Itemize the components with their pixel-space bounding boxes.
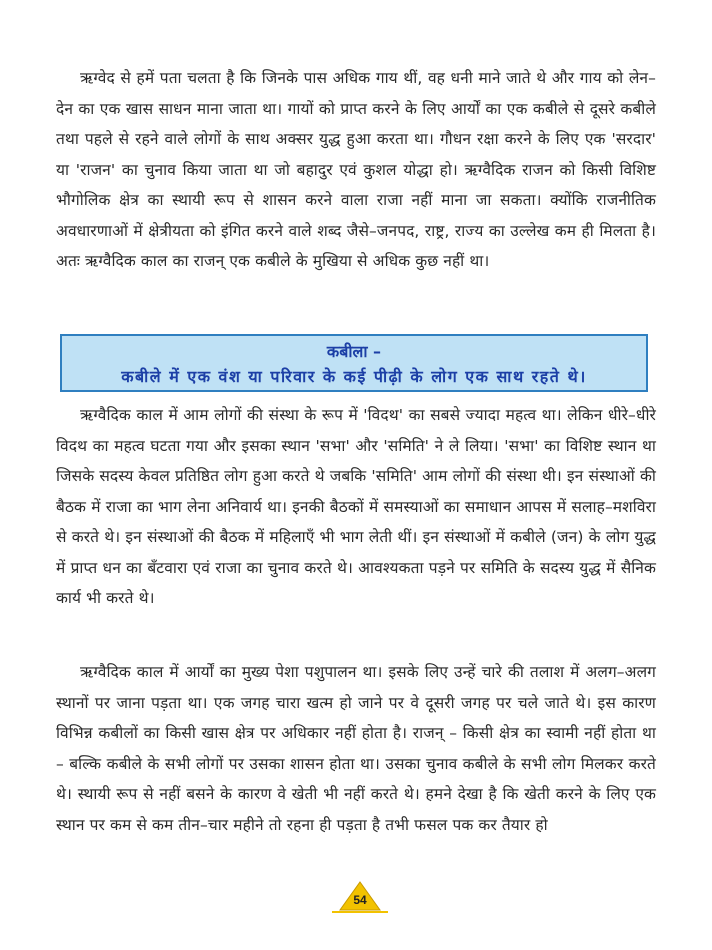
paragraph-1: ऋग्वेद से हमें पता चलता है कि जिनके पास अधिक गाय थीं, वह धनी माने जाते थे और गाय को लेन–देन का एक खास साधन माना जाता था। गायों को प्राप्त करने के लिए आर्यों का एक कबीले से दूसरे कबीले तथा पहले से रहने वाले लोगों के साथ अक्सर युद्ध हुआ करता था। गौधन रक्षा करने के लिए एक 'सरदार' या 'राजन' का चुनाव किया जाता था जो बहादुर एवं कुशल योद्धा हो। ऋग्वैदिक राजन को किसी विशिष्ट भौगोलिक क्षेत्र का स्थायी रूप से शासन करने वाला राजा नहीं माना जा सकता। क्योंकि राजनीतिक अवधारणाओं में क्षेत्रीयता को इंगित करने वाले शब्द जैसे–जनपद, राष्ट्र, राज्य का उल्लेख कम ही मिलता है। अतः ऋग्वैदिक काल का राजन् एक कबीले के मुखिया से अधिक कुछ नहीं था। <box>56 69 657 270</box>
definition-callout-box <box>60 334 648 392</box>
paragraph-2: ऋग्वैदिक काल में आम लोगों की संस्था के रूप में 'विदथ' का सबसे ज्यादा महत्व था। लेकिन धीरे–धीरे विदथ का महत्व घटता गया और इसका स्थान 'सभा' और 'समिति' ने ले लिया। 'सभा' का विशिष्ट स्थान था जिसके सदस्य केवल प्रतिष्ठित लोग हुआ करते थे जबकि 'समिति' आम लोगों की संस्था थी। इन संस्थाओं की बैठक में राजा का भाग लेना अनिवार्य था। इनकी बैठकों में समस्याओं का समाधान आपस में सलाह–मशविरा से करते थे। इन संस्थाओं की बैठक में महिलाएँ भी भाग लेती थीं। इन संस्थाओं में कबीले (जन) के लोग युद्ध में प्राप्त धन का बँटवारा एवं राजा का चुनाव करते थे। आवश्यकता पड़ने पर समिति के सदस्य युद्ध में सैनिक कार्य भी करते थे। <box>56 406 656 607</box>
callout-title: कबीला – <box>326 342 382 361</box>
page-number-badge <box>330 880 390 914</box>
page-number: 54 <box>353 893 367 907</box>
paragraph-3: ऋग्वैदिक काल में आर्यों का मुख्य पेशा पशुपालन था। इसके लिए उन्हें चारे की तलाश में अलग–अलग स्थानों पर जाना पड़ता था। एक जगह चारा खत्म हो जाने पर वे दूसरी जगह पर चले जाते थे। इस कारण विभिन्न कबीलों का किसी खास क्षेत्र पर अधिकार नहीं होता है। राजन् – किसी क्षेत्र का स्वामी नहीं होता था – बल्कि कबीले के सभी लोगों पर उसका शासन होता था। उसका चुनाव कबीले के सभी लोग मिलकर करते थे। स्थायी रूप से नहीं बसने के कारण वे खेती भी नहीं करते थे। हमने देखा है कि खेती करने के लिए एक स्थान पर कम से कम तीन–चार महीने तो रहना ही पड़ता है तभी फसल पक कर तैयार हो <box>56 663 657 834</box>
callout-text: कबीले में एक वंश या परिवार के कई पीढ़ी के लोग एक साथ रहते थे। <box>121 367 587 386</box>
